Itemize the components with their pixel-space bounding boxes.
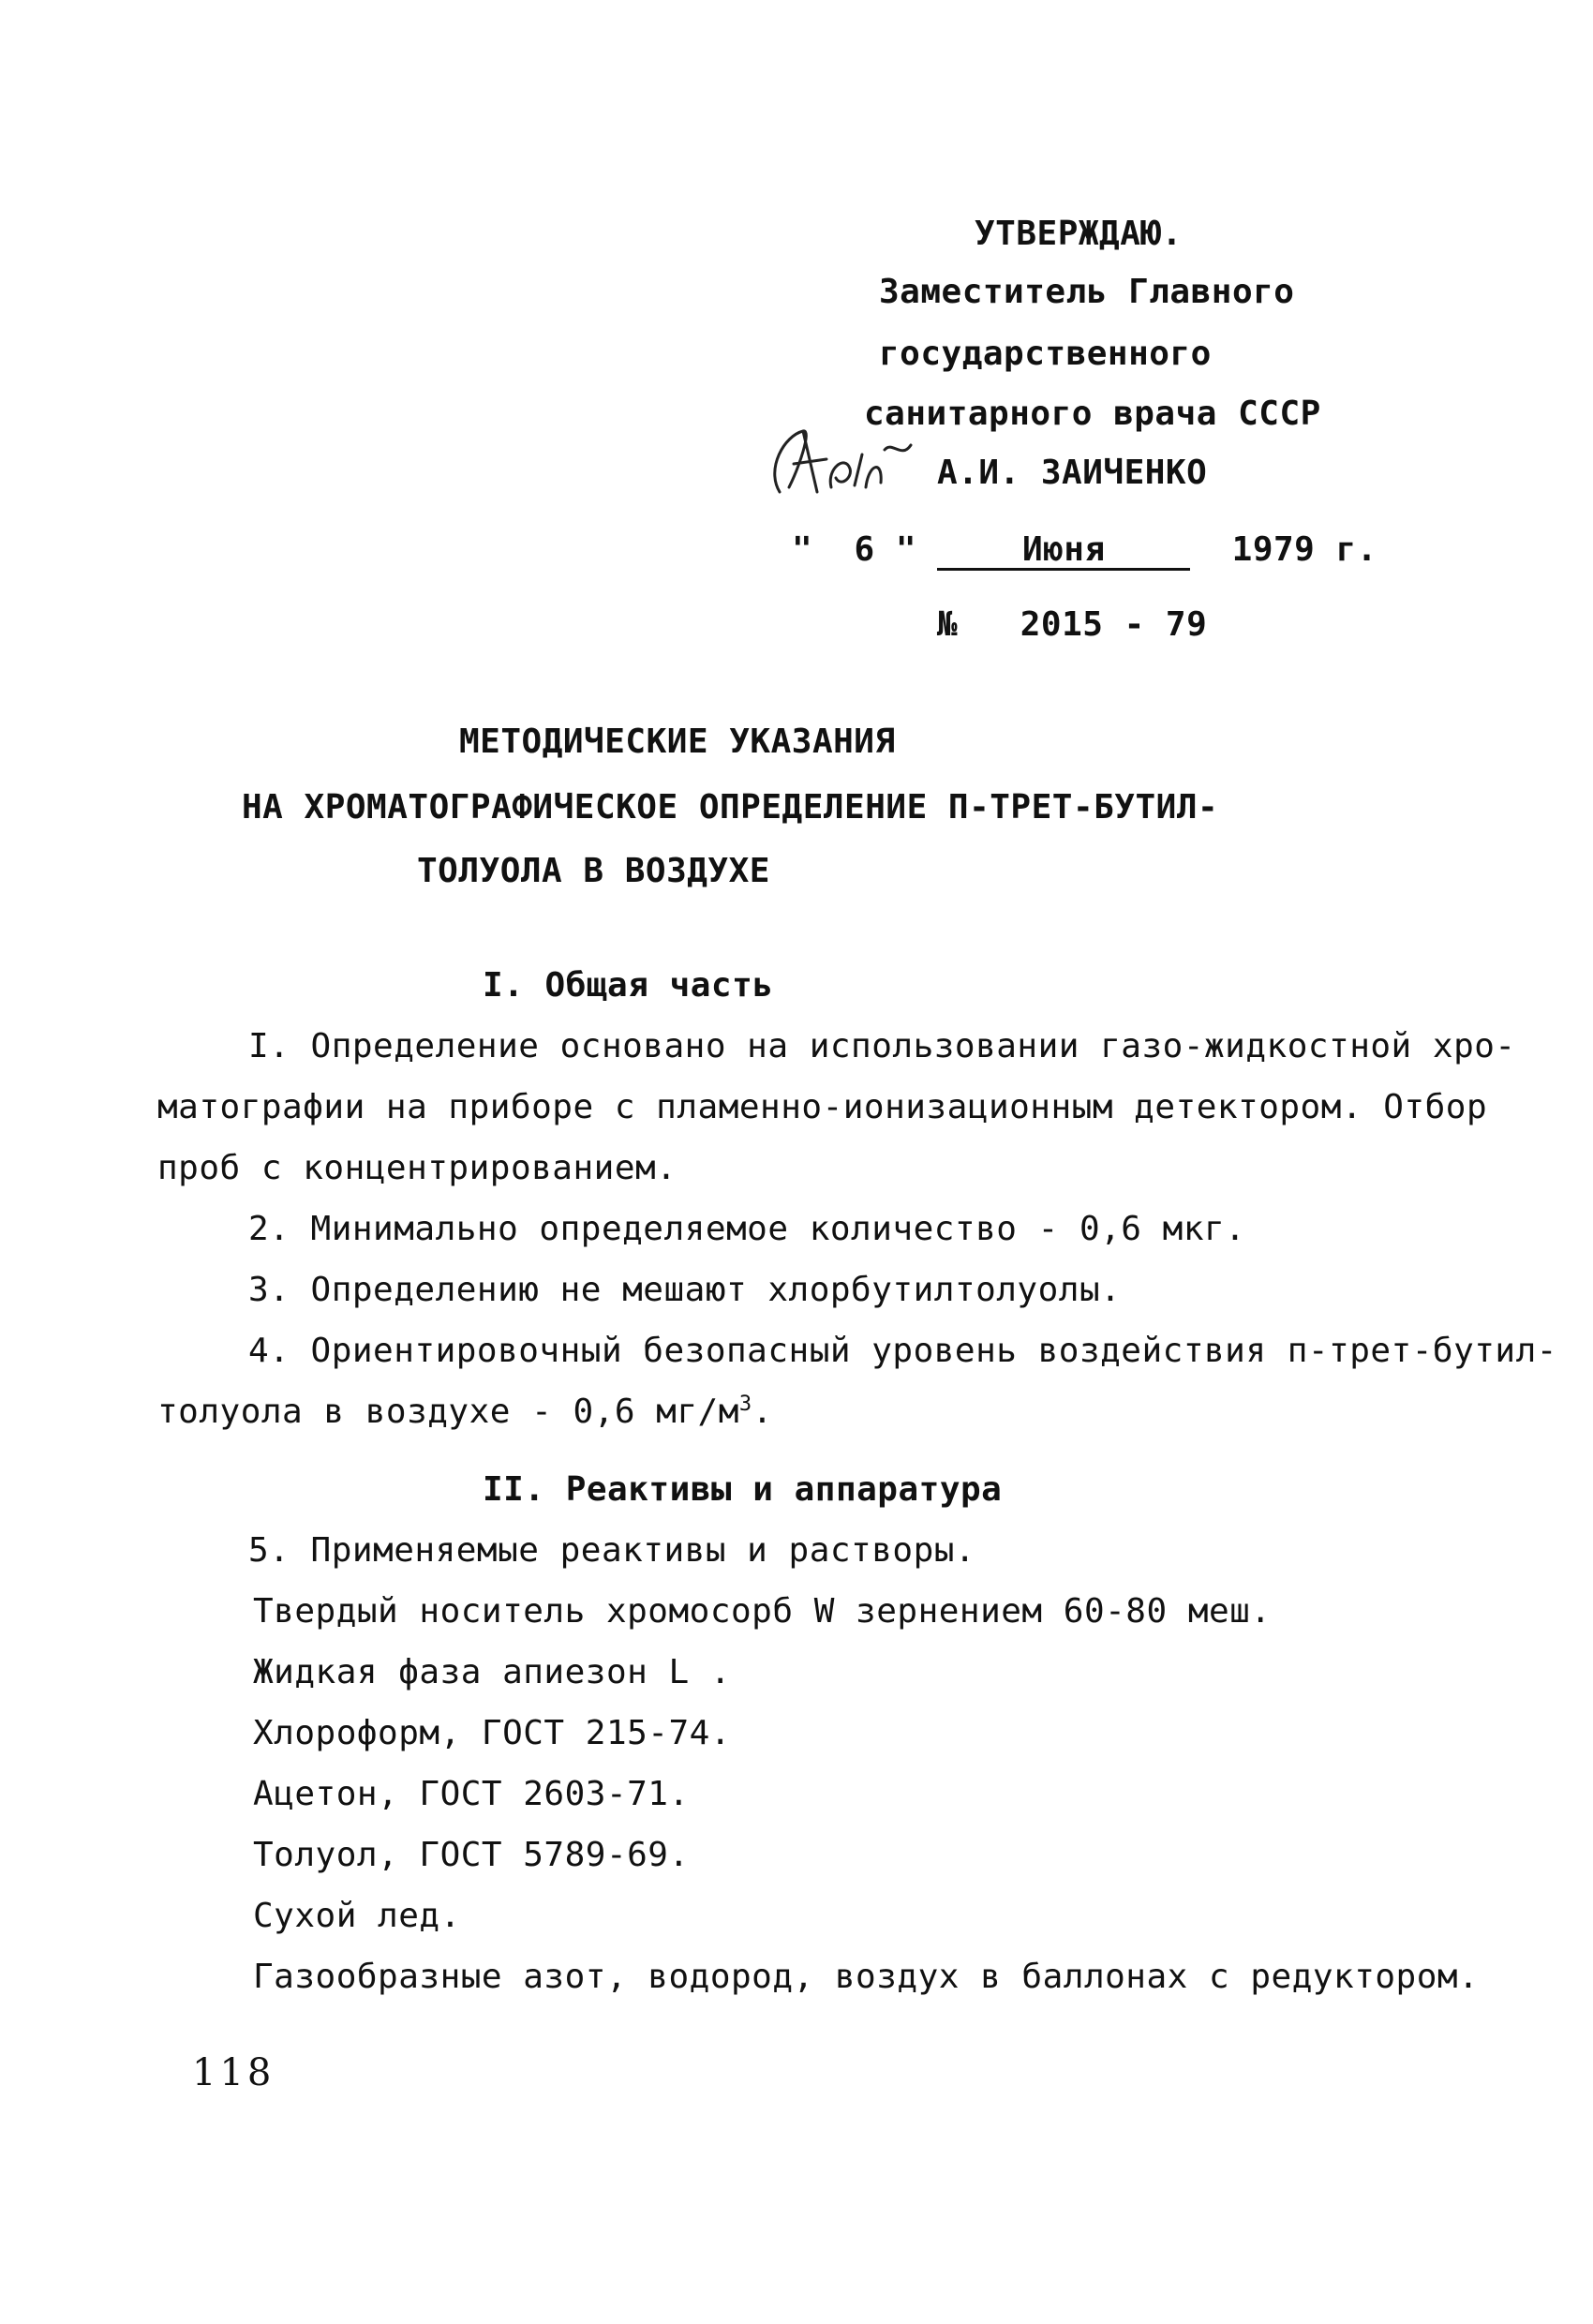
page-number: 118 <box>192 2051 275 2094</box>
date-quote-open: " <box>792 530 813 569</box>
title-line1: МЕТОДИЧЕСКИЕ УКАЗАНИЯ <box>459 723 896 761</box>
section1-p4-line1: 4. Ориентировочный безопасный уровень воздействия п-трет-бутил- <box>248 1332 1557 1370</box>
reagent-item: Жидкая фаза апиезон L . <box>253 1653 731 1691</box>
section1-p3: 3. Определению не мешают хлорбутилтолуолы. <box>248 1271 1122 1309</box>
reagent-item: Хлороформ, ГОСТ 215-74. <box>253 1714 731 1752</box>
approval-position-line3: санитарного врача СССР <box>864 395 1321 433</box>
handwritten-signature <box>761 412 925 515</box>
section1-p4-line2 <box>157 1392 773 1433</box>
date-month: Июня <box>937 532 1190 571</box>
number-sign: № <box>937 605 959 644</box>
reagent-item: Твердый носитель хромосорб W зернением 60-80 меш. <box>253 1592 1272 1631</box>
approval-date <box>792 529 1377 571</box>
approval-number <box>937 604 1207 646</box>
reagent-item: Ацетон, ГОСТ 2603-71. <box>253 1775 690 1813</box>
section2-heading: II. Реактивы и аппаратура <box>483 1470 1003 1509</box>
section2-p5: 5. Применяемые реактивы и растворы. <box>248 1531 976 1570</box>
title-line2: НА ХРОМАТОГРАФИЧЕСКОЕ ОПРЕДЕЛЕНИЕ П-ТРЕТ-БУТИЛ- <box>242 788 1219 827</box>
approval-position-line2: государственного <box>879 335 1212 373</box>
section1-p1-line1: I. Определение основано на использовании газо-жидкостной хро- <box>248 1027 1516 1065</box>
approval-stamp: УТВЕРЖДАЮ. <box>975 215 1183 253</box>
p4-end: . <box>752 1393 773 1431</box>
section1-p2: 2. Минимально определяемое количество - 0,6 мкг. <box>248 1210 1246 1248</box>
approval-position-line1: Заместитель Главного <box>879 273 1295 311</box>
reagent-item: Толуол, ГОСТ 5789-69. <box>253 1836 690 1874</box>
approval-name: А.И. ЗАИЧЕНКО <box>937 454 1208 492</box>
p4-superscript: 3 <box>738 1393 752 1416</box>
p4-line2-text: толуола в воздухе - 0,6 мг/м <box>157 1393 739 1431</box>
date-quote-close: " <box>895 530 917 569</box>
section1-p1-line2: матографии на приборе с пламенно-ионизационным детектором. Отбор <box>157 1088 1488 1126</box>
section1-p1-line3: проб с концентрированием. <box>157 1149 677 1187</box>
reagent-item: Сухой лед. <box>253 1897 461 1935</box>
section1-heading: I. Общая часть <box>483 966 774 1005</box>
document-number: 2015 - 79 <box>1020 605 1208 644</box>
date-day: 6 <box>854 530 875 569</box>
reagent-item: Газообразные азот, водород, воздух в баллонах с редуктором. <box>253 1958 1480 1996</box>
date-year: 1979 г. <box>1231 530 1377 569</box>
title-line3: ТОЛУОЛА В ВОЗДУХЕ <box>417 852 770 890</box>
